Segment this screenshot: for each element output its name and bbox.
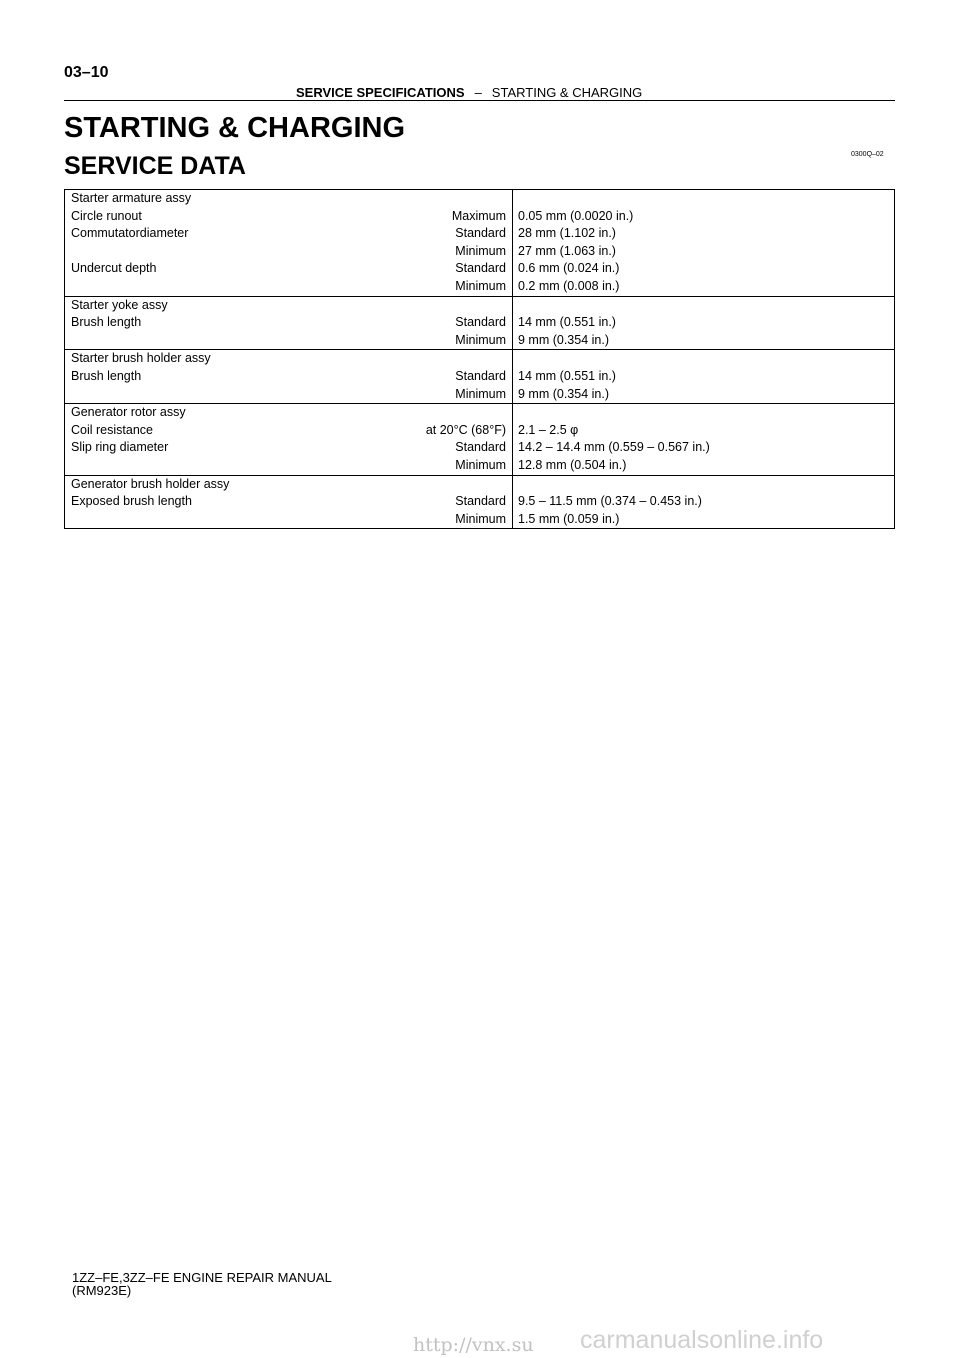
spec-item-condition: Minimum <box>455 278 506 293</box>
spec-item-row <box>65 332 512 350</box>
spec-item-condition: at 20°C (68°F) <box>425 422 506 437</box>
spec-item-value: 14 mm (0.551 in.) <box>518 315 616 330</box>
spec-value-spacer <box>513 297 894 315</box>
spec-group-name: Starter armature assy <box>71 191 192 205</box>
spec-item-condition: Minimum <box>455 332 506 347</box>
spec-item-value: 9.5 – 11.5 mm (0.374 – 0.453 in.) <box>518 494 702 509</box>
spec-item-value: 14.2 – 14.4 mm (0.559 – 0.567 in.) <box>518 440 710 455</box>
spec-group-labels <box>65 350 513 404</box>
spec-group-labels <box>65 475 513 529</box>
spec-item-condition: Standard <box>455 368 506 383</box>
spec-value-spacer <box>513 476 894 494</box>
spec-item-value: 1.5 mm (0.059 in.) <box>518 511 620 526</box>
spec-group-values <box>513 296 895 350</box>
spec-item-row <box>65 368 512 386</box>
spec-group-labels <box>65 190 513 297</box>
spec-item-row <box>65 208 512 226</box>
spec-item-condition: Standard <box>455 261 506 276</box>
footer-manual-code: (RM923E) <box>72 1283 132 1298</box>
spec-item-row <box>65 511 512 529</box>
watermark-url: http://vnx.su <box>413 1334 534 1356</box>
footer-manual-title: 1ZZ–FE,3ZZ–FE ENGINE REPAIR MANUAL <box>72 1270 332 1285</box>
spec-item-condition: Minimum <box>455 386 506 401</box>
spec-item-condition: Standard <box>455 315 506 330</box>
spec-group-name: Generator rotor assy <box>71 405 186 420</box>
spec-item-condition: Standard <box>455 440 506 455</box>
page-title: STARTING & CHARGING <box>64 112 406 144</box>
spec-item-label: Undercut depth <box>71 261 157 276</box>
spec-item-label: Circle runout <box>71 208 142 223</box>
service-data-table <box>64 189 895 529</box>
spec-item-row <box>65 386 512 404</box>
spec-item-condition: Minimum <box>455 457 506 472</box>
spec-item-value: 14 mm (0.551 in.) <box>518 368 616 383</box>
spec-value-spacer <box>513 190 894 208</box>
spec-item-label: Brush length <box>71 368 142 383</box>
spec-group-row <box>65 475 895 529</box>
spec-group-values <box>513 190 895 297</box>
spec-item-value: 27 mm (1.063 in.) <box>518 243 616 258</box>
spec-item-value: 12.8 mm (0.504 in.) <box>518 457 627 472</box>
spec-item-row <box>65 243 512 261</box>
spec-item-condition: Minimum <box>455 511 506 526</box>
spec-item-condition: Maximum <box>451 208 506 223</box>
spec-group-values <box>513 475 895 529</box>
spec-item-condition: Minimum <box>455 243 506 258</box>
spec-group-labels <box>65 296 513 350</box>
header-section: SERVICE SPECIFICATIONS <box>296 85 465 100</box>
spec-item-label: Coil resistance <box>71 422 153 437</box>
spec-item-value: 28 mm (1.102 in.) <box>518 226 616 241</box>
spec-item-label: Brush length <box>71 315 142 330</box>
spec-group-row <box>65 350 895 404</box>
spec-item-row <box>65 278 512 296</box>
spec-item-label: Commutatordiameter <box>71 226 189 241</box>
spec-group-values <box>513 404 895 475</box>
spec-item-label: Slip ring diameter <box>71 440 169 455</box>
spec-item-value: 9 mm (0.354 in.) <box>518 386 610 401</box>
spec-group-row <box>65 404 895 475</box>
spec-group-labels <box>65 404 513 475</box>
spec-group-name: Generator brush holder assy <box>71 476 230 491</box>
spec-item-row <box>65 422 512 440</box>
page-number: 03–10 <box>64 64 109 81</box>
spec-value-spacer <box>513 404 894 422</box>
running-header <box>296 85 642 100</box>
spec-item-row <box>65 493 512 511</box>
spec-group-values <box>513 350 895 404</box>
spec-item-row <box>65 314 512 332</box>
spec-item-label: Exposed brush length <box>71 494 192 509</box>
spec-item-value: 2.1 – 2.5 φ <box>518 422 579 437</box>
spec-item-value: 0.2 mm (0.008 in.) <box>518 278 620 293</box>
spec-item-value: 9 mm (0.354 in.) <box>518 332 610 347</box>
spec-item-condition: Standard <box>455 494 506 509</box>
spec-group-row <box>65 296 895 350</box>
document-code: 0300Q–02 <box>851 151 884 158</box>
header-rule <box>64 100 895 101</box>
spec-item-row <box>65 225 512 243</box>
spec-group-name: Starter yoke assy <box>71 297 168 312</box>
header-separator: – <box>474 85 482 100</box>
header-subsection: STARTING & CHARGING <box>491 85 643 100</box>
spec-item-row <box>65 439 512 457</box>
page-subtitle: SERVICE DATA <box>64 152 246 180</box>
spec-item-value: 0.6 mm (0.024 in.) <box>518 261 620 276</box>
spec-item-row <box>65 260 512 278</box>
spec-item-value: 0.05 mm (0.0020 in.) <box>518 208 634 223</box>
spec-value-spacer <box>513 350 894 368</box>
spec-item-row <box>65 457 512 475</box>
spec-group-row <box>65 190 895 297</box>
spec-item-condition: Standard <box>455 226 506 241</box>
spec-group-name: Starter brush holder assy <box>71 351 211 366</box>
watermark-site: carmanualsonline.info <box>580 1326 824 1354</box>
